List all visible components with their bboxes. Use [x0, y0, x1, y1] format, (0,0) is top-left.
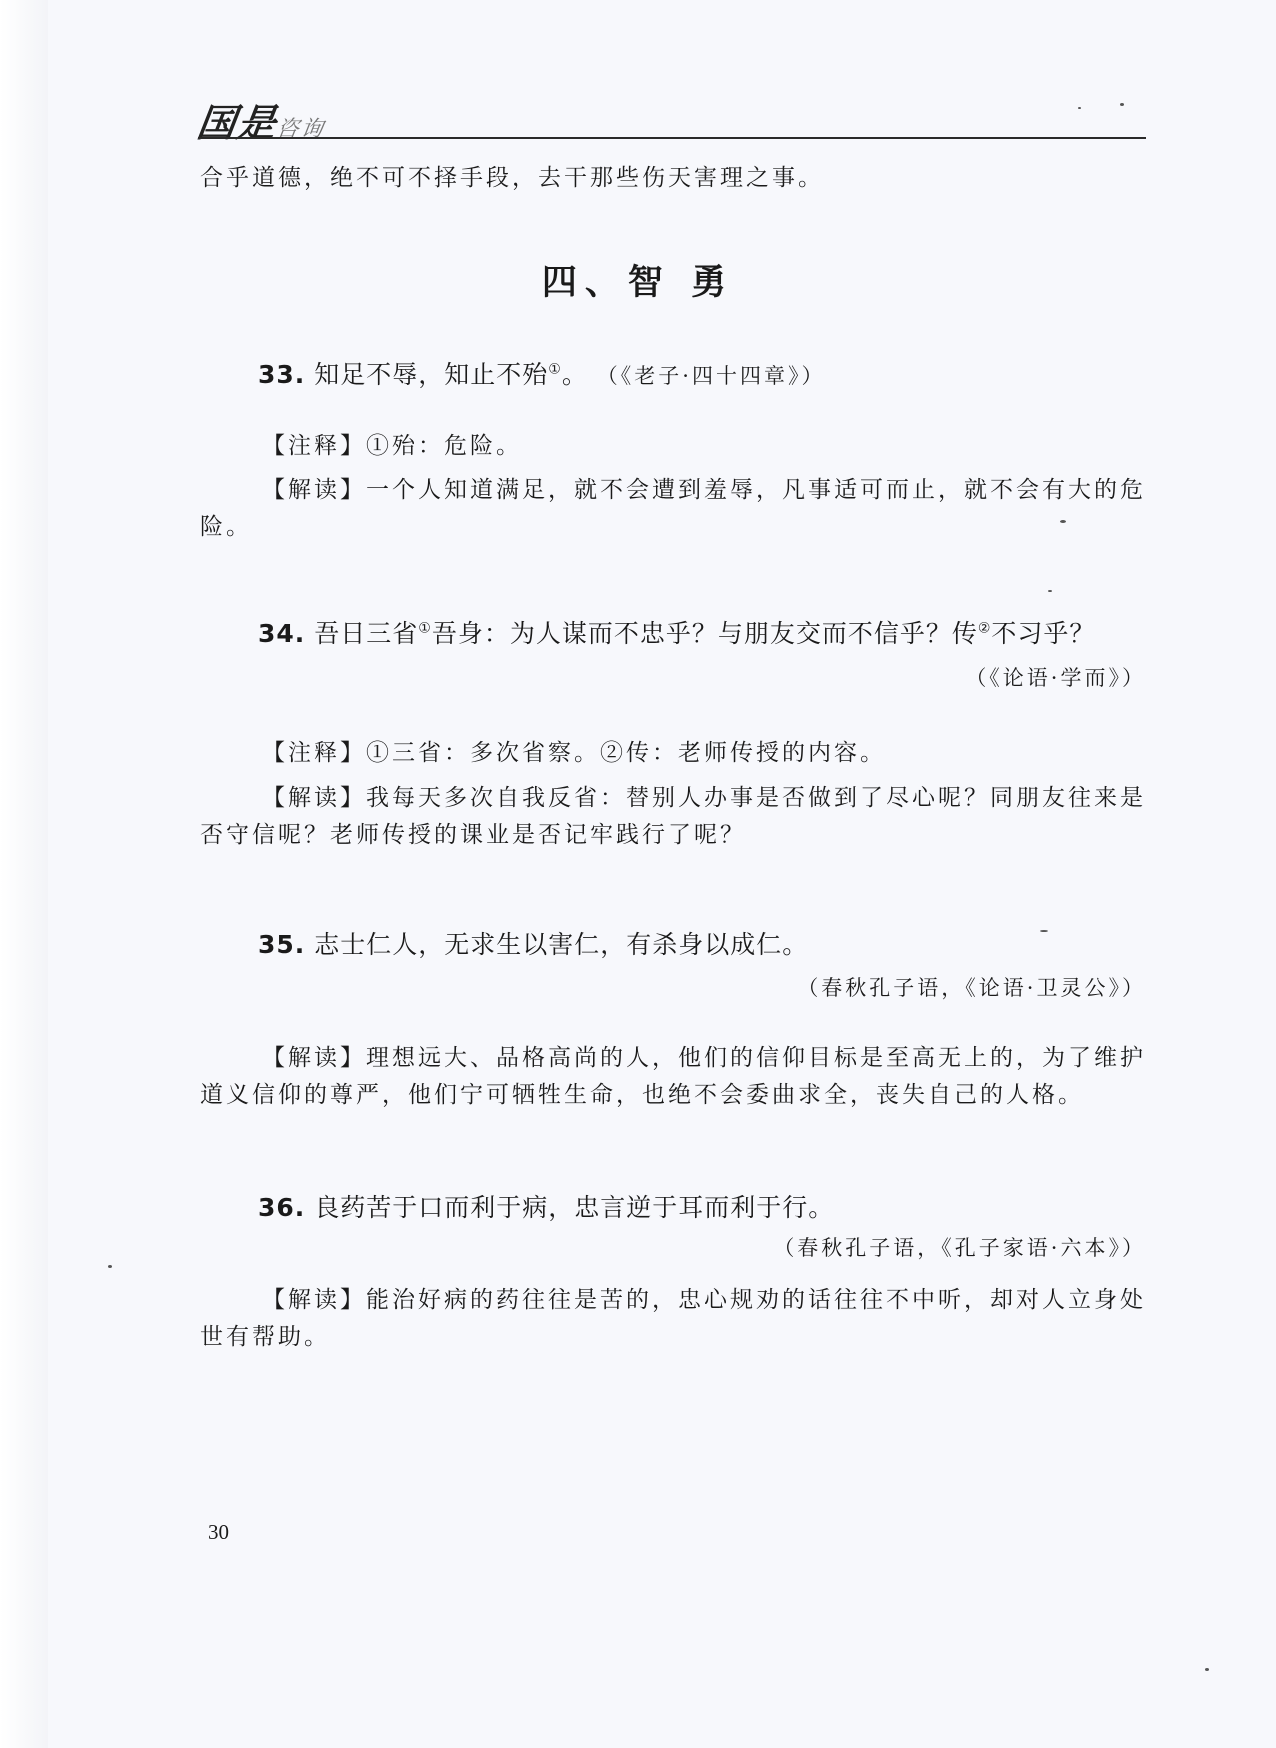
- quote-source: （春秋孔子语，《论语·卫灵公》）: [797, 976, 1146, 1000]
- quote-text: 良药苦于口而利于病，忠言逆于耳而利于行。: [314, 1193, 835, 1222]
- reading-text: 能治好病的药往往是苦的，忠心规劝的话往往不中听，却对人立身处世有帮助。: [200, 1287, 1146, 1350]
- notes-text: ①殆：危险。: [366, 433, 522, 459]
- notes-text: ①三省：多次省察。②传：老师传授的内容。: [366, 740, 886, 766]
- quote-text: 志士仁人，无求生以害仁，有杀身以成仁。: [314, 930, 809, 959]
- logo-text: 国是: [194, 100, 281, 145]
- reading-33: [200, 472, 1146, 546]
- scan-speck: [1078, 107, 1081, 109]
- scan-speck: [1060, 520, 1066, 523]
- page-number: 30: [208, 1520, 229, 1544]
- quote-source: （《老子·四十四章》）: [596, 364, 826, 388]
- note-mark: ①: [548, 361, 562, 378]
- reading-label: 【解读】: [262, 1287, 366, 1313]
- quote-33: [258, 355, 1148, 391]
- quote-text-c: 不习乎？: [991, 619, 1096, 648]
- reading-34: [200, 780, 1146, 854]
- quote-end: 。: [561, 360, 588, 389]
- quote-34: [258, 614, 1148, 650]
- scan-speck: [1120, 103, 1124, 106]
- quote-text-b: 吾身：为人谋而不忠乎？与朋友交而不信乎？传: [431, 619, 978, 648]
- reading-label: 【解读】: [262, 785, 366, 811]
- reading-label: 【解读】: [262, 1045, 366, 1071]
- quote-source: （《论语·学而》）: [965, 666, 1146, 690]
- section-title: 四、智 勇: [541, 262, 735, 303]
- quote-text-a: 吾日三省: [314, 619, 419, 648]
- scan-speck: [1048, 590, 1052, 592]
- notes-label: 【注释】: [262, 433, 366, 459]
- quote-36: [258, 1188, 1148, 1224]
- item-number: 36.: [258, 1193, 306, 1222]
- quote-35: [258, 925, 1148, 961]
- reading-36: [200, 1282, 1146, 1356]
- scan-speck: [108, 1265, 112, 1268]
- scan-speck: [1205, 1668, 1209, 1671]
- reading-label: 【解读】: [262, 477, 366, 503]
- logo-faint-text: 咨询: [274, 117, 327, 142]
- header-rule: [198, 137, 1146, 139]
- notes-33: [262, 428, 1142, 465]
- reading-text: 一个人知道满足，就不会遭到羞辱，凡事适可而止，就不会有大的危险。: [200, 477, 1146, 540]
- running-header: [194, 92, 1146, 145]
- scan-speck: [1040, 930, 1048, 932]
- reading-text: 理想远大、品格高尚的人，他们的信仰目标是至高无上的，为了维护道义信仰的尊严，他们宁可牺牲生命，也绝不会委曲求全，丧失自己的人格。: [200, 1045, 1146, 1108]
- reading-text: 我每天多次自我反省：替别人办事是否做到了尽心呢？同朋友往来是否守信呢？老师传授的课业是否记牢践行了呢？: [200, 785, 1146, 848]
- item-number: 35.: [258, 930, 306, 959]
- note-mark-b: ②: [977, 620, 992, 637]
- notes-34: [262, 735, 1142, 772]
- note-mark-a: ①: [418, 620, 432, 637]
- quote-text: 知足不辱，知止不殆: [314, 360, 549, 389]
- reading-35: [200, 1040, 1146, 1114]
- item-number: 34.: [258, 619, 306, 648]
- continuation-text: 合乎道德，绝不可不择手段，去干那些伤天害理之事。: [200, 165, 824, 191]
- item-number: 33.: [258, 360, 306, 389]
- notes-label: 【注释】: [262, 740, 366, 766]
- quote-source: （春秋孔子语，《孔子家语·六本》）: [773, 1236, 1146, 1260]
